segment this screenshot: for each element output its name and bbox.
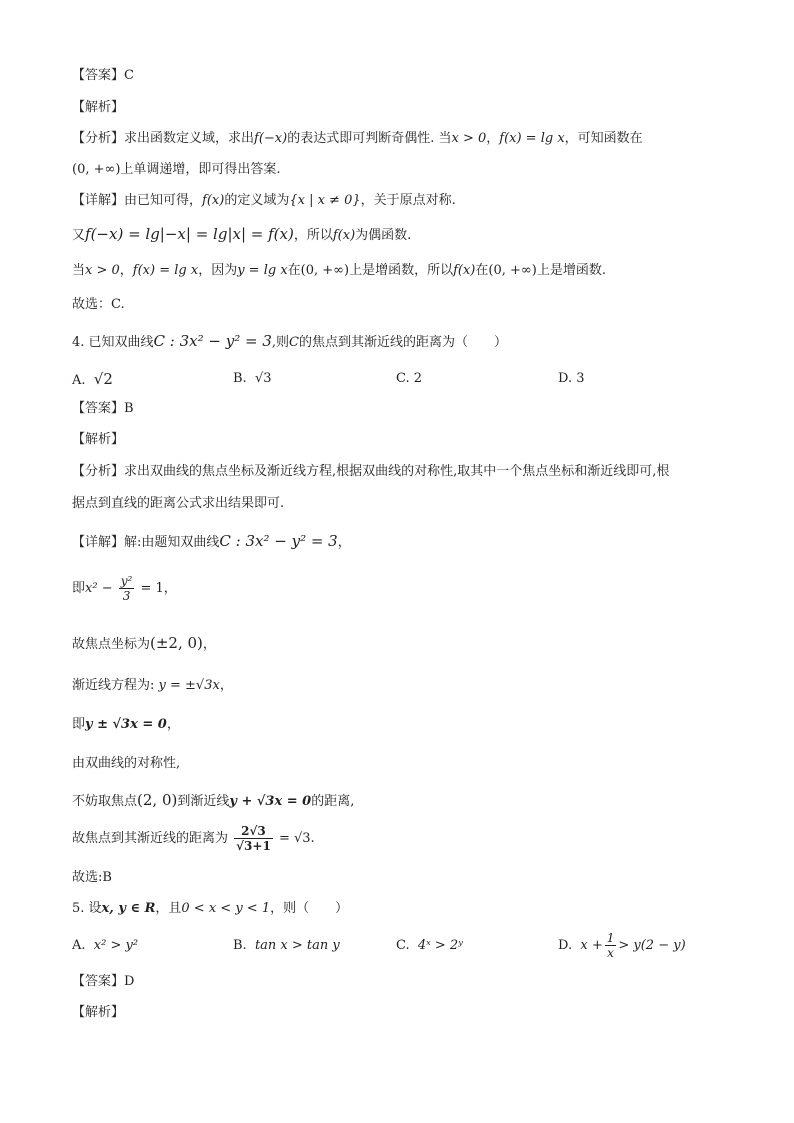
q5-choice-b [233,931,340,961]
fenxi-label: 【分析】 [72,464,125,479]
text: ， [337,535,351,550]
math-expr: x, y ∈ R [101,901,156,916]
text: 当 [72,263,86,278]
q4-xiangjie [72,531,734,553]
q5-analysis-label: 【解析】 [72,1005,125,1020]
text: ， [119,263,133,278]
text: 又 [72,228,86,243]
math-expr: f(x) [202,193,225,208]
q4-fenxi-line2: 据点到直线的距离公式求出结果即可. [72,496,285,511]
math-expr: y ± √3x = 0 [85,717,167,732]
choice-value: 4ˣ > 2ʸ [417,938,463,953]
text: 的距离, [311,794,355,809]
math-expr: − [101,581,113,596]
fraction [605,931,617,960]
text: 5. 设 [72,901,102,916]
q5-choice-a [72,931,138,961]
q4-ji2 [72,715,734,735]
math-expr: = 1 [140,581,164,596]
q3-you [72,224,734,246]
choice-label: C. [396,371,410,386]
text: 求出函数定义域，求出 [124,131,255,146]
q4-take [72,790,734,812]
choice-label: D. [558,938,573,953]
fraction-numerator: 2√3 [234,824,273,839]
q4-choice-a [72,368,113,392]
fraction [119,574,135,603]
text: 即 [72,717,86,732]
text: . [310,831,315,846]
math-expr: (±2, 0) [150,634,203,652]
text: 的焦点到其渐近线的距离为（ ） [298,335,507,350]
choice-value: tan x > tan y [254,938,340,953]
math-expr: f(−x) [254,131,288,146]
choice-label: D. [558,371,573,386]
xiangjie-label: 【详解】 [72,193,125,208]
math-expr: C [289,335,299,350]
math-expr: (0, +∞) [300,263,350,278]
q4-stem [72,331,734,353]
math-expr: y = lg x [237,263,288,278]
text: 为偶函数. [355,228,412,243]
text: 在 [287,263,301,278]
text: 即 [72,581,86,596]
text: 渐近线方程为: [72,678,155,693]
q4-choice-c [396,368,422,390]
text: 故焦点坐标为 [72,637,151,652]
math-expr: f(x) [453,263,476,278]
q4-asymptote [72,676,734,696]
choice-value: √2 [93,370,113,388]
choice-value: > y(2 − y) [618,938,686,953]
q4-choice-b [233,368,272,390]
q5-choice-d [558,931,686,961]
q4-analysis-label: 【解析】 [72,432,125,447]
math-expr: C : 3x² − y² = 3 [153,332,272,350]
text: ，则（ ） [270,901,349,916]
text: ， [219,678,233,693]
choice-value: x + [580,938,603,953]
text: ， [166,717,180,732]
choice-value: √3 [254,371,272,386]
text: 到渐近线 [177,794,230,809]
choice-value: 3 [576,371,585,386]
q4-ji [72,572,734,606]
q5-stem [72,899,734,919]
fraction-denominator: √3+1 [236,839,271,853]
q3-analysis-label: 【解析】 [72,100,125,115]
fraction-denominator: 3 [122,589,131,603]
text: 解:由题知双曲线 [124,535,220,550]
fraction-denominator: x [607,946,614,960]
q4-answer: 【答案】B [72,401,134,416]
text: 故焦点到其渐近线的距离为 [72,831,229,846]
text: 由已知可得， [124,193,203,208]
text: ，且 [155,901,182,916]
text: ，关于原点对称. [360,193,456,208]
q5-answer: 【答案】D [72,974,135,989]
text: 4. 已知双曲线 [72,335,154,350]
choice-value: x² > y² [93,938,139,953]
xiangjie-label: 【详解】 [72,535,125,550]
math-expr: 0 < x < y < 1 [181,901,271,916]
choice-label: A. [72,938,86,953]
q5-choices [72,931,732,961]
q3-answer: 【答案】C [72,68,134,83]
text: ，因为 [198,263,238,278]
text: 的表达式即可判断奇偶性. 当 [287,131,452,146]
math-expr: x > 0 [85,263,120,278]
text: 的定义域为 [224,193,290,208]
q5-choice-c [396,931,463,961]
math-expr: x > 0 [451,131,487,146]
text: ， [202,637,216,652]
text: ，可知函数在 [564,131,643,146]
math-expr: y + √3x = 0 [229,794,312,809]
q4-focus [72,633,734,655]
q4-fenxi-line1 [72,462,734,482]
fenxi-label: 【分析】 [72,131,125,146]
math-expr: {x | x ≠ 0} [289,193,361,208]
q4-select: 故选:B [72,870,112,885]
choice-value: 2 [413,371,423,386]
math-expr: f(x) = lg x [132,263,199,278]
text: 求出双曲线的焦点坐标及渐近线方程,根据双曲线的对称性,取其中一个焦点坐标和渐近线即可,根 [124,464,670,479]
q4-distance [72,822,734,856]
q4-symmetry: 由双曲线的对称性, [72,756,181,771]
q3-dang [72,261,734,281]
text: 上是增函数，所以 [349,263,454,278]
choice-label: B. [233,371,247,386]
fraction-numerator: 1 [606,931,615,945]
math-expr: y = ±√3x [158,678,220,693]
choice-label: A. [72,373,86,388]
text: 不妨取焦点 [72,794,138,809]
math-expr: = √3 [278,831,311,846]
text: 在 [475,263,489,278]
math-expr: f(−x) = lg|−x| = lg|x| = f(x) [85,225,294,243]
q3-fenxi-line1 [72,129,734,149]
fraction [234,824,273,853]
math-expr: f(x) [332,228,356,243]
text: ,则 [271,335,290,350]
fraction-numerator: y² [120,574,133,588]
q3-select: 故选：C. [72,297,125,312]
text: 上单调递增，即可得出答案. [120,162,281,177]
q4-choice-d [558,368,585,390]
q3-fenxi-line2 [72,160,734,180]
math-expr: (0, +∞) [488,263,537,278]
choice-label: C. [396,938,410,953]
math-expr: f(x) = lg x [499,131,565,146]
text: ，所以 [293,228,333,243]
math-expr: (0, +∞) [72,162,121,177]
choice-label: B. [233,938,247,953]
math-expr: x² [85,581,98,596]
math-expr: C : 3x² − y² = 3 [219,532,338,550]
q4-choices [72,368,732,390]
text: 上是增函数. [536,263,606,278]
text: ， [163,581,177,596]
math-expr: (2, 0) [137,791,178,809]
text: ， [486,131,500,146]
q3-xiangjie [72,191,734,211]
